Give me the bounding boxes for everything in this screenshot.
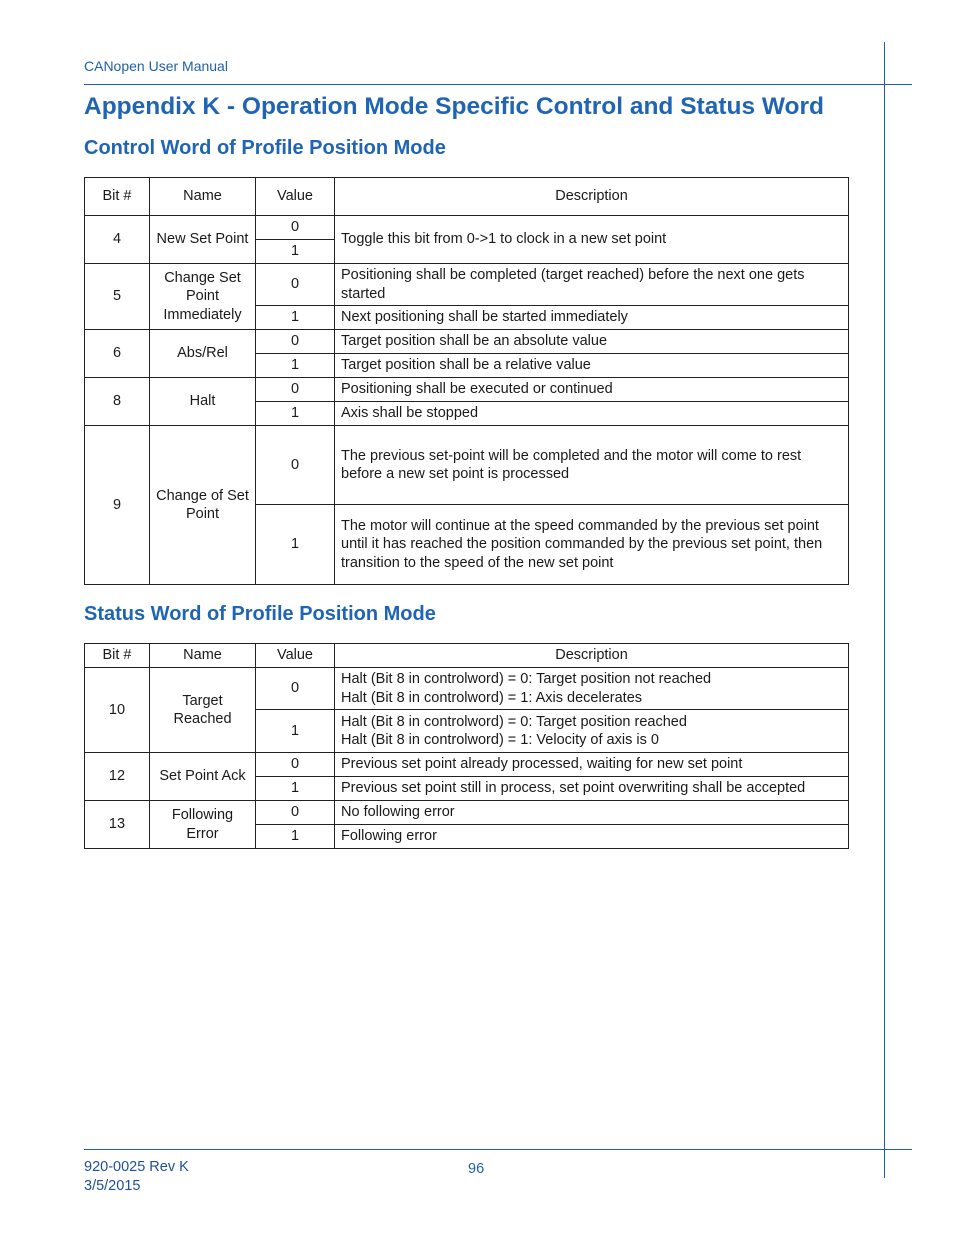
manual-title: CANopen User Manual [84,58,228,74]
column-header: Name [150,644,256,668]
table-header-row [85,644,849,668]
page-title: Appendix K - Operation Mode Specific Control and Status Word [84,93,825,120]
column-header: Description [335,644,849,668]
footer-date: 3/5/2015 [84,1178,141,1194]
header-rule [84,84,912,85]
bit-cell: 10 [85,668,150,753]
table-row [85,753,849,777]
footer-doc-number: 920-0025 Rev K [84,1159,189,1175]
column-header: Bit # [85,178,150,216]
name-cell: Following Error [150,801,256,849]
value-cell: 0 [256,330,335,354]
name-cell: New Set Point [150,216,256,264]
column-header: Bit # [85,644,150,668]
description-cell: Target position shall be an absolute value [335,330,849,354]
column-header: Name [150,178,256,216]
name-cell: Change Set Point Immediately [150,264,256,330]
name-cell: Target Reached [150,668,256,753]
name-cell: Set Point Ack [150,753,256,801]
column-header: Description [335,178,849,216]
name-cell: Halt [150,378,256,426]
description-line: Halt (Bit 8 in controlword) = 1: Axis decelerates [341,689,643,706]
bit-cell: 8 [85,378,150,426]
name-cell: Change of Set Point [150,426,256,585]
bit-cell: 4 [85,216,150,264]
table-row [85,216,849,240]
description-cell: Target position shall be a relative value [335,354,849,378]
table-row [85,378,849,402]
table-row [85,264,849,306]
bit-cell: 9 [85,426,150,585]
description-cell: Following error [335,825,849,849]
value-cell: 0 [256,753,335,777]
value-cell: 1 [256,306,335,330]
value-cell: 0 [256,801,335,825]
description-line: Halt (Bit 8 in controlword) = 0: Target position not reached [341,671,712,687]
control-word-table [84,177,849,585]
bit-cell: 6 [85,330,150,378]
value-cell: 0 [256,668,335,710]
value-cell: 1 [256,354,335,378]
control-word-section-title: Control Word of Profile Position Mode [84,137,446,159]
description-cell: The previous set-point will be completed and the motor will come to rest before a new set point is processed [335,426,849,505]
column-header: Value [256,178,335,216]
table-row [85,668,849,710]
description-cell [335,668,849,710]
description-cell: Toggle this bit from 0->1 to clock in a new set point [335,216,849,264]
description-cell: Previous set point still in process, set point overwriting shall be accepted [335,777,849,801]
description-line: Halt (Bit 8 in controlword) = 1: Velocity of axis is 0 [341,732,659,748]
value-cell: 0 [256,378,335,402]
description-cell: Axis shall be stopped [335,402,849,426]
bit-cell: 12 [85,753,150,801]
status-word-section-title: Status Word of Profile Position Mode [84,603,436,625]
column-header: Value [256,644,335,668]
status-word-table [84,643,849,849]
name-cell: Abs/Rel [150,330,256,378]
value-cell: 1 [256,505,335,585]
description-cell [335,710,849,753]
bit-cell: 13 [85,801,150,849]
value-cell: 0 [256,426,335,505]
description-cell: The motor will continue at the speed commanded by the previous set point until it has reached the position commanded by the previous set point, then transition to the speed of the new set point [335,505,849,585]
table-row [85,426,849,505]
footer-rule [84,1149,912,1150]
footer-doc-info [84,1158,189,1196]
value-cell: 1 [256,825,335,849]
description-cell: Positioning shall be executed or continued [335,378,849,402]
description-cell: Previous set point already processed, waiting for new set point [335,753,849,777]
value-cell: 0 [256,264,335,306]
page-number: 96 [468,1161,485,1177]
margin-rule [884,42,885,1178]
value-cell: 0 [256,216,335,240]
description-line: Halt (Bit 8 in controlword) = 0: Target position reached [341,713,687,730]
table-header-row [85,178,849,216]
table-row [85,330,849,354]
description-cell: Next positioning shall be started immediately [335,306,849,330]
table-row [85,801,849,825]
value-cell: 1 [256,777,335,801]
value-cell: 1 [256,710,335,753]
value-cell: 1 [256,240,335,264]
description-cell: No following error [335,801,849,825]
value-cell: 1 [256,402,335,426]
bit-cell: 5 [85,264,150,330]
description-cell: Positioning shall be completed (target reached) before the next one gets started [335,264,849,306]
